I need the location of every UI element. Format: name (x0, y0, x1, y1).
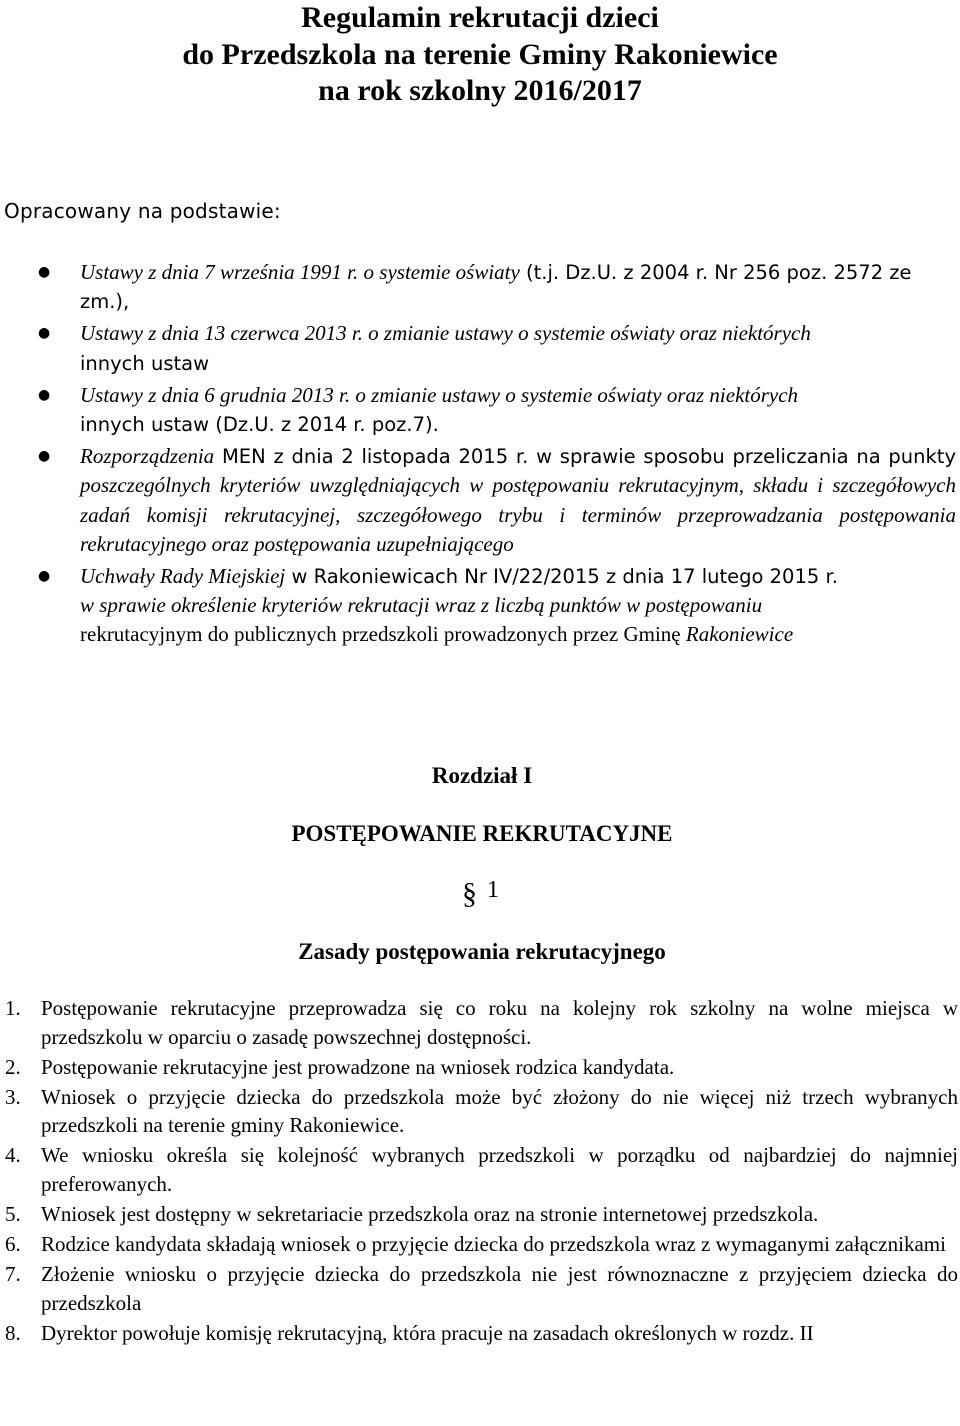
list-item: 4. We wniosku określa się kolejność wybranych przedszkoli w porządku od najbardziej do najmniej preferowanych. (5, 1143, 958, 1197)
bullet-icon: ● (38, 264, 51, 280)
rules-list (0, 994, 960, 1349)
bullet-icon: ● (38, 325, 51, 342)
bullet-icon: ● (38, 386, 51, 403)
bullet-icon: ● (38, 448, 51, 465)
legal-basis-item: ● Rozporządzenia MEN z dnia 2 listopada 2015 r. w sprawie sposobu przeliczania na punkty poszczególnych kryteriów uwzględniających w postępowaniu rekrutacyjnym, składu i szczegółowych zadań komisji rekrutacyjnej, szczegółowego trybu i terminów przeprowadzania postępowania rekrutacyjnego oraz postępowania uzupełniającego (38, 444, 956, 556)
document-title (0, 0, 960, 110)
section-number: 1 (487, 877, 499, 903)
section-symbol: § (462, 877, 477, 910)
list-item: 8. Dyrektor powołuje komisję rekrutacyjną, która pracuje na zasadach określonych w rozdz. II (5, 1321, 814, 1346)
title-line-2: do Przedszkola na terenie Gminy Rakoniewice (182, 37, 778, 71)
legal-basis-item: ● Ustawy z dnia 7 września 1991 r. o systemie oświaty (t.j. Dz.U. z 2004 r. Nr 256 poz. 2572 ze zm.), (38, 260, 912, 314)
legal-basis-item: ● Ustawy z dnia 13 czerwca 2013 r. o zmianie ustawy o systemie oświaty oraz niektórych innych ustaw (38, 321, 811, 375)
legal-basis-list (0, 258, 960, 653)
title-line-1: Regulamin rekrutacji dzieci (301, 1, 659, 34)
list-item: 2. Postępowanie rekrutacyjne jest prowadzone na wniosek rodzica kandydata. (5, 1054, 675, 1079)
section-title: Zasady postępowania rekrutacyjnego (298, 939, 666, 964)
list-item: 3. Wniosek o przyjęcie dziecka do przedszkola może być złożony do nie więcej niż trzech wybranych przedszkoli na terenie gminy Rakoniewice. (5, 1084, 958, 1138)
list-item: 1. Postępowanie rekrutacyjne przeprowadza się co roku na kolejny rok szkolny na wolne miejsca w przedszkolu w oparciu o zasadę powszechnej dostępności. (5, 996, 958, 1049)
legal-basis-item: ● Ustawy z dnia 6 grudnia 2013 r. o zmianie ustawy o systemie oświaty oraz niektórych innych ustaw (Dz.U. z 2014 r. poz.7). (38, 382, 799, 437)
legal-basis-item: ● Uchwały Rady Miejskiej w Rakoniewicach Nr IV/22/2015 z dnia 17 lutego 2015 r. w sprawie określenie kryteriów rekrutacji wraz z liczbą punktów w postępowaniu rekrutacyjnym do publicznych przedszkoli prowadzonych przez Gminę Rakoniewice (38, 564, 838, 647)
bullet-icon: ● (38, 568, 51, 585)
chapter-title: POSTĘPOWANIE REKRUTACYJNE (291, 821, 673, 846)
list-item: 5. Wniosek jest dostępny w sekretariacie przedszkola oraz na stronie internetowej przedszkola. (5, 1202, 819, 1227)
section-mark (462, 876, 499, 908)
based-on-heading: Opracowany na podstawie: (4, 199, 281, 223)
list-item: 6. Rodzice kandydata składają wniosek o przyjęcie dziecka do przedszkola wraz z wymaganymi załącznikami (5, 1232, 946, 1257)
title-line-3: na rok szkolny 2016/2017 (318, 74, 642, 107)
chapter-heading: Rozdział I (431, 763, 533, 788)
list-item: 7. Złożenie wniosku o przyjęcie dziecka do przedszkola nie jest równoznaczne z przyjęciem dziecka do przedszkola (5, 1262, 958, 1315)
